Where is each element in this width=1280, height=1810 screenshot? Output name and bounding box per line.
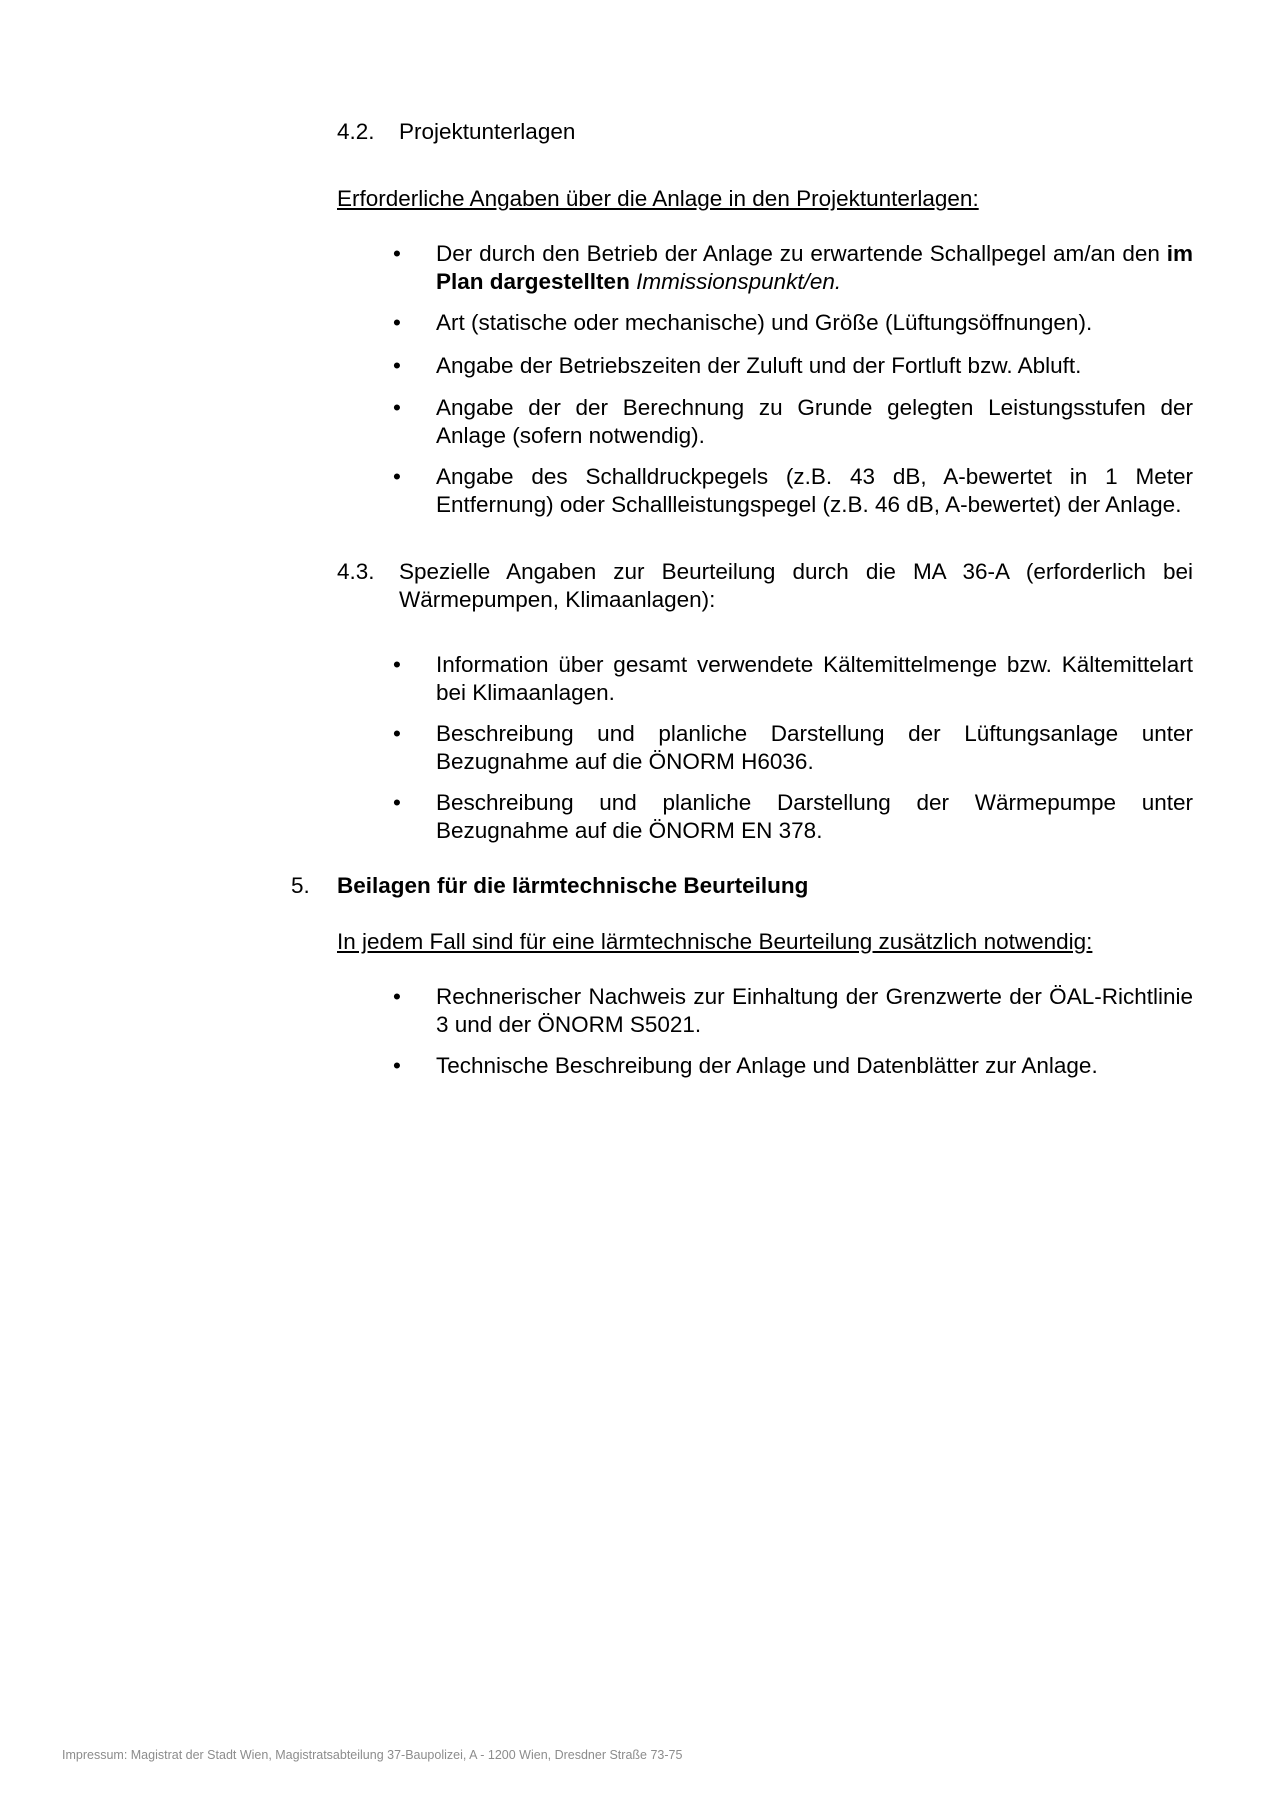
bullet: • — [393, 790, 401, 815]
item-text — [436, 240, 1193, 296]
section-5-title: Beilagen für die lärmtechnische Beurteilung — [337, 873, 809, 898]
section-4-2-item-1 — [393, 240, 1193, 296]
section-4-2-item-2 — [393, 309, 1193, 337]
item-text: Angabe der der Berechnung zu Grunde gelegten Leistungsstufen der Anlage (sofern notwendig). — [436, 395, 1193, 448]
section-4-2-title: Projektunterlagen — [399, 119, 576, 144]
item-text: Art (statische oder mechanische) und Größe (Lüftungsöffnungen). — [436, 310, 1093, 335]
section-4-3-title: Spezielle Angaben zur Beurteilung durch die MA 36-A (erforderlich bei Wärmepumpen, Klimaanlagen): — [399, 559, 1193, 612]
bullet: • — [393, 310, 401, 335]
bullet: • — [393, 353, 401, 378]
footer-impressum: Impressum: Magistrat der Stadt Wien, Magistratsabteilung 37-Baupolizei, A - 1200 Wien, Dresdner Straße 73-75 — [62, 1748, 683, 1762]
bullet: • — [393, 241, 401, 266]
section-4-3-item-1 — [393, 651, 1193, 707]
item-text: Angabe des Schalldruckpegels (z.B. 43 dB, A-bewertet in 1 Meter Entfernung) oder Schallleistungspegel (z.B. 46 dB, A-bewertet) der Anlage. — [436, 464, 1193, 517]
bullet: • — [393, 1053, 401, 1078]
item-text-italic: Immissionspunkt/en. — [636, 269, 842, 294]
item-text: Beschreibung und planliche Darstellung der Lüftungsanlage unter Bezugnahme auf die ÖNORM H6036. — [436, 721, 1193, 774]
section-4-3-item-2 — [393, 720, 1193, 776]
bullet: • — [393, 464, 401, 489]
section-4-2-number: 4.2. — [337, 119, 375, 144]
bullet: • — [393, 395, 401, 420]
item-text: Technische Beschreibung der Anlage und Datenblätter zur Anlage. — [436, 1053, 1098, 1078]
bullet: • — [393, 984, 401, 1009]
section-5-item-2 — [393, 1052, 1193, 1080]
item-text: Rechnerischer Nachweis zur Einhaltung der Grenzwerte der ÖAL-Richtlinie 3 und der ÖNORM S5021. — [436, 984, 1193, 1037]
item-text-part: Der durch den Betrieb der Anlage zu erwartende Schallpegel am/an den — [436, 241, 1167, 266]
section-4-2-item-3 — [393, 352, 1193, 380]
section-5-intro: In jedem Fall sind für eine lärmtechnische Beurteilung zusätzlich notwendig: — [337, 929, 1093, 954]
section-5-number: 5. — [291, 873, 310, 898]
section-5-item-1 — [393, 983, 1193, 1039]
section-4-2-item-5 — [393, 463, 1193, 519]
bullet: • — [393, 652, 401, 677]
section-4-3-item-3 — [393, 789, 1193, 845]
section-4-2-item-4 — [393, 394, 1193, 450]
item-text: Information über gesamt verwendete Kältemittelmenge bzw. Kältemittelart bei Klimaanlagen. — [436, 652, 1193, 705]
item-text: Beschreibung und planliche Darstellung der Wärmepumpe unter Bezugnahme auf die ÖNORM EN 378. — [436, 790, 1193, 843]
bullet: • — [393, 721, 401, 746]
item-text-bold: im Plan dargestellten — [436, 241, 1193, 294]
section-4-2-intro: Erforderliche Angaben über die Anlage in den Projektunterlagen: — [337, 186, 979, 211]
item-text: Angabe der Betriebszeiten der Zuluft und der Fortluft bzw. Abluft. — [436, 353, 1082, 378]
section-4-3-number: 4.3. — [337, 559, 375, 584]
